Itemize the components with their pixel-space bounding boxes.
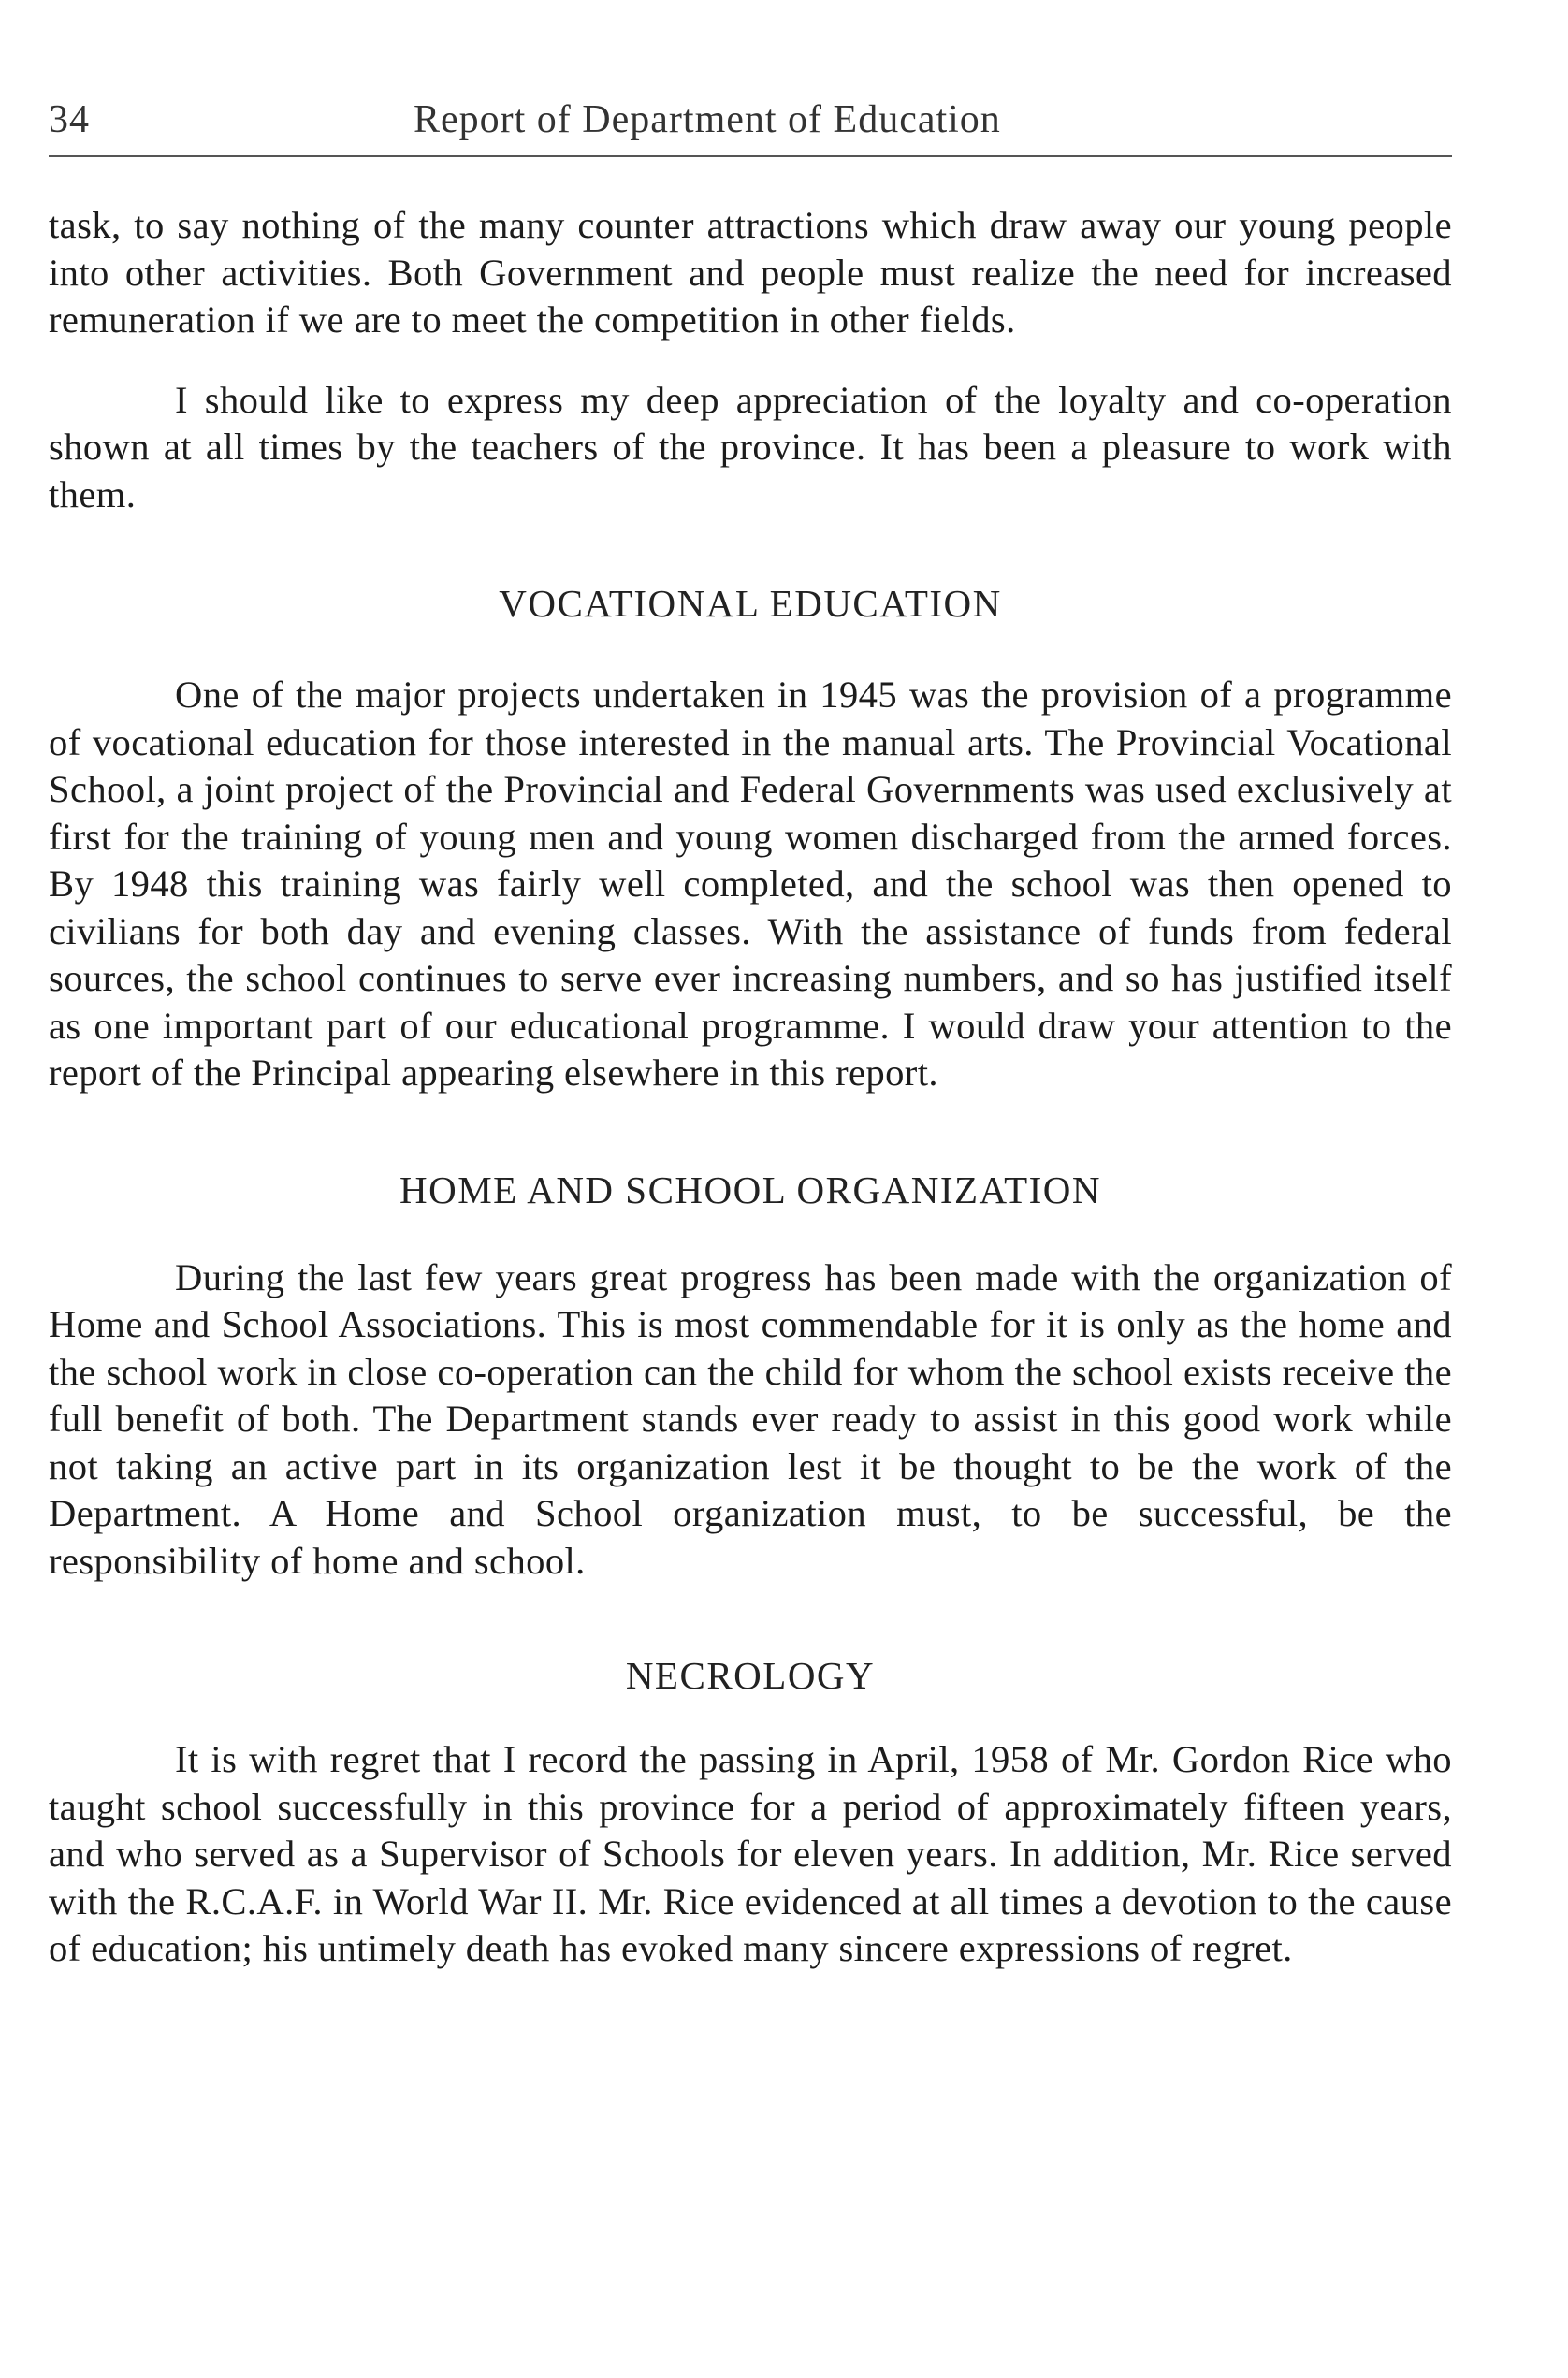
necrology-paragraph: It is with regret that I record the passing in April, 1958 of Mr. Gordon Rice who taught school successfully in this province for a period of approximately fifteen years, and who served as a Supervisor of Schools for eleven years. In addition, Mr. Rice served with the R.C.A.F. in World War II. Mr. Rice evidenced at all times a devotion to the cause of education; his untimely death has evoked many sincere expressions of regret. bbox=[49, 1738, 1452, 1969]
body-text bbox=[49, 202, 1452, 1973]
running-header bbox=[49, 97, 1452, 155]
appreciation-paragraph: I should like to express my deep appreciation of the loyalty and co-operation shown at all times by the teachers of the province. It has been a pleasure to work with them. bbox=[49, 378, 1452, 515]
header-rule bbox=[49, 155, 1452, 157]
vocational-education-heading: VOCATIONAL EDUCATION bbox=[499, 582, 1002, 625]
running-title: Report of Department of Education bbox=[414, 98, 1001, 141]
home-school-paragraph: During the last few years great progress has been made with the organization of Home and School Associations. This is most commendable for it is only as the home and the school work in close co-operation can the child for whom the school exists receive the full benefit of both. The Department stands ever ready to assist in this good work while not taking an active part in its organization lest it be thought to be the work of the Department. A Home and School organization must, to be successful, be the responsibility of home and school. bbox=[49, 1255, 1452, 1582]
necrology-heading: NECROLOGY bbox=[625, 1654, 876, 1697]
vocational-education-paragraph: One of the major projects undertaken in 1945 was the provision of a programme of vocational education for those interested in the manual arts. The Provincial Vocational School, a joint project of the Provincial and Federal Governments was used exclusively at first for the training of young men and young women discharged from the armed forces. By 1948 this training was fairly well completed, and the school was then opened to civilians for both day and evening classes. With the assistance of funds from federal sources, the school continues to serve ever increasing numbers, and so has justified itself as one important part of our educational programme. I would draw your attention to the report of the Principal appearing elsewhere in this report. bbox=[49, 674, 1452, 1094]
page-number: 34 bbox=[49, 98, 90, 141]
continuation-paragraph: task, to say nothing of the many counter attractions which draw away our young people into other activities. Both Government and people must realize the need for increased remuneration if we are to meet the competition in other fields. bbox=[49, 204, 1452, 341]
home-school-heading: HOME AND SCHOOL ORGANIZATION bbox=[399, 1167, 1101, 1211]
